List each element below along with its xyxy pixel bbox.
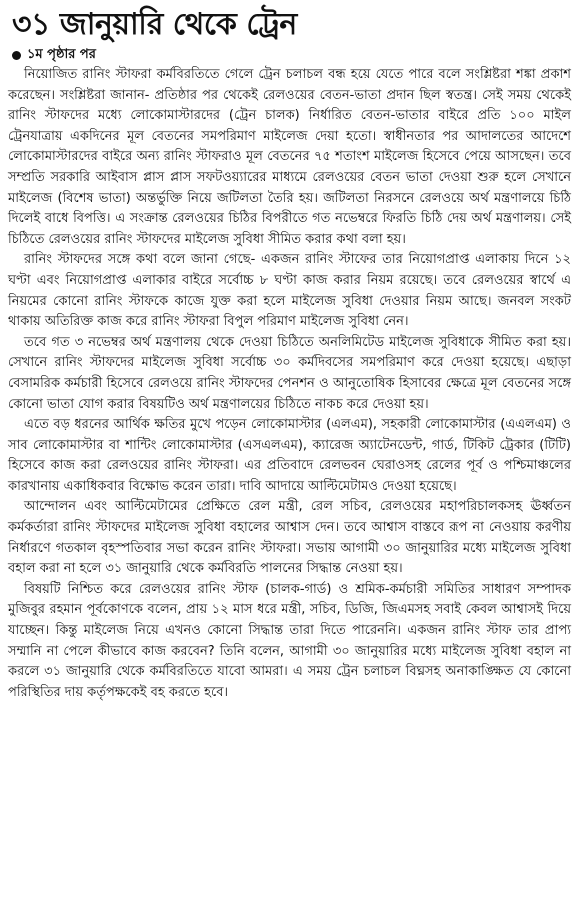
bullet-icon — [12, 51, 21, 60]
paragraph: বিষয়টি নিশ্চিত করে রেলওয়ের রানিং স্টাফ (চালক-গার্ড) ও শ্রমিক-কর্মচারী সমিতির সাধারণ সম্পাদক মুজিবুর রহমান পূর্বকোণকে বলেন, প্রায় ১২ মাস ধরে মন্ত্রী, সচিব, ডিজি, জিএমসহ সবাই কেবল আশ্বাসই দিয়ে যাচ্ছেন। কিন্তু মাইলেজ নিয়ে এখনও কোনো সিদ্ধান্ত তারা দিতে পারেননি। একজন রানিং স্টাফ তার প্রাপ্য সম্মানি না পেলে কীভাবে কাজ করবেন? তিনি বলেন, আগামী ৩০ জানুয়ারির মধ্যে মাইলেজ সুবিধা বহাল না করলে ৩১ জানুয়ারি থেকে কর্মবিরতিতে যাবো আমরা। এ সময় ট্রেন চলাচল বিঘ্নসহ অনাকাঙ্ক্ষিত যে কোনো পরিস্থিতির দায় কর্তৃপক্ষকেই বহ করতে হবে। — [8, 581, 571, 700]
headline: ৩১ জানুয়ারি থেকে ট্রেন — [12, 7, 297, 42]
paragraph: এতে বড় ধরনের আর্থিক ক্ষতির মুখে পড়েন লোকোমাস্টার (এলএম), সহকারী লোকোমাস্টার (এএলএম) ও সাব লোকোমাস্টার বা শান্টিং লোকোমাস্টার (এসএলএম), ক্যারেজ অ্যাটেনডেন্ট, গার্ড, টিকিট ট্রেকার (টিটি) হিসেবে কাজ করা রেলওয়ের রানিং স্টাফরা। এর প্রতিবাদে রেলভবন ঘেরাওসহ রেলের পূর্ব ও পশ্চিমাঞ্চলের কারখানায় একাধিকবার বিক্ষোভ করেন তারা। দাবি আদায়ে আল্টিমেটামও দেওয়া হয়েছে। — [8, 417, 571, 494]
continued-from-line — [12, 46, 571, 64]
paragraph: তবে গত ৩ নভেম্বর অর্থ মন্ত্রণালয় থেকে দেওয়া চিঠিতে অনলিমিটেড মাইলেজ সুবিধাকে সীমিত করা হয়। সেখানে রানিং স্টাফদের মাইলেজ সুবিধা সর্বোচ্চ ৩০ কর্মদিবসের সমপরিমাণ করে দেওয়া হয়েছে। এছাড়া বেসামরিক কর্মচারী হিসেবে রেলওয়ে রানিং স্টাফদের পেনশন ও আনুতোষিক হিসাবের ক্ষেত্রে মূল বেতনের সঙ্গে কোনো ভাতা যোগ করার বিষয়টিও অর্থ মন্ত্রণালয়ের চিঠিতে নাকচ করে দেওয়া হয়। — [8, 334, 571, 412]
paragraph: নিয়োজিত রানিং স্টাফরা কর্মবিরতিতে গেলে ট্রেন চলাচল বন্ধ হয়ে যেতে পারে বলে সংশ্লিষ্টরা শঙ্কা প্রকাশ করেছেন। সংশ্লিষ্টরা জানান- প্রতিষ্ঠার পর থেকেই রেলওয়ের বেতন-ভাতা প্রদান ছিল স্বতন্ত্র। সেই সময় থেকেই রানিং স্টাফদের মধ্যে লোকোমাস্টারদের (ট্রেন চালক) নির্ধারিত বেতন-ভাতার বাইরে প্রতি ১০০ মাইল ট্রেনযাত্রায় একদিনের মূল বেতনের সমপরিমাণ মাইলেজ দেয়া হতো। স্বাধীনতার পর আদালতের আদেশে লোকোমাস্টারদের বাইরে অন্য রানিং স্টাফরাও মূল বেতনের ৭৫ শতাংশ মাইলেজ হিসেবে পেয়ে আসছেন। তবে সম্প্রতি সরকারি আইবাস প্লাস প্লাস সফটওয়্যারের মাধ্যমে রেলওয়ের বেতন ভাতা দেওয়া শুরু হলে সেখানে মাইলেজ (বিশেষ ভাতা) অন্তর্ভুক্তি নিয়ে জটিলতা তৈরি হয়। জটিলতা নিরসনে রেলওয়ে অর্থ মন্ত্রণালয়ে চিঠি দিলেই বাধে বিপত্তি। এ সংক্রান্ত রেলওয়ের চিঠির বিপরীতে গত নভেম্বরে ফিরতি চিঠি দেয় অর্থ মন্ত্রণালয়। সেই চিঠিতে রেলওয়ের রানিং স্টাফদের মাইলেজ সুবিধা সীমিত করার কথা বলা হয়। — [8, 67, 571, 247]
article-body — [8, 65, 571, 703]
continued-from-label: ১ম পৃষ্ঠার পর — [27, 47, 96, 62]
paragraph: আন্দোলন এবং আল্টিমেটামের প্রেক্ষিতে রেল মন্ত্রী, রেল সচিব, রেলওয়ের মহাপরিচালকসহ ঊর্ধ্বতন কর্মকর্তারা রানিং স্টাফদের মাইলেজ সুবিধা বহালের আশ্বাস দেন। তবে আশ্বাস বাস্তবে রূপ না নেওয়ায় করণীয় নির্ধারণে গতকাল বৃহস্পতিবার সভা করেন রানিং স্টাফরা। সভায় আগামী ৩০ জানুয়ারির মধ্যে মাইলেজ সুবিধা বহাল করা না হলে ৩১ জানুয়ারি থেকে কর্মবিরতি পালনের সিদ্ধান্ত নেওয়া হয়। — [8, 499, 571, 577]
paragraph: রানিং স্টাফদের সঙ্গে কথা বলে জানা গেছে- একজন রানিং স্টাফের তার নিয়োগপ্রাপ্ত এলাকায় দিনে ১২ ঘণ্টা এবং নিয়োগপ্রাপ্ত এলাকার বাইরে সর্বোচ্চ ৮ ঘণ্টা কাজ করার নিয়ম রয়েছে। তবে রেলওয়ের স্বার্থে এ নিয়মের কোনো রানিং স্টাফকে কাজে যুক্ত করা হলে মাইলেজ সুবিধা দেওয়ার নিয়ম আছে। জনবল সংকট থাকায় অতিরিক্ত কাজ করে রানিং স্টাফরা বিপুল পরিমাণ মাইলেজ সুবিধা নেন। — [8, 252, 571, 330]
